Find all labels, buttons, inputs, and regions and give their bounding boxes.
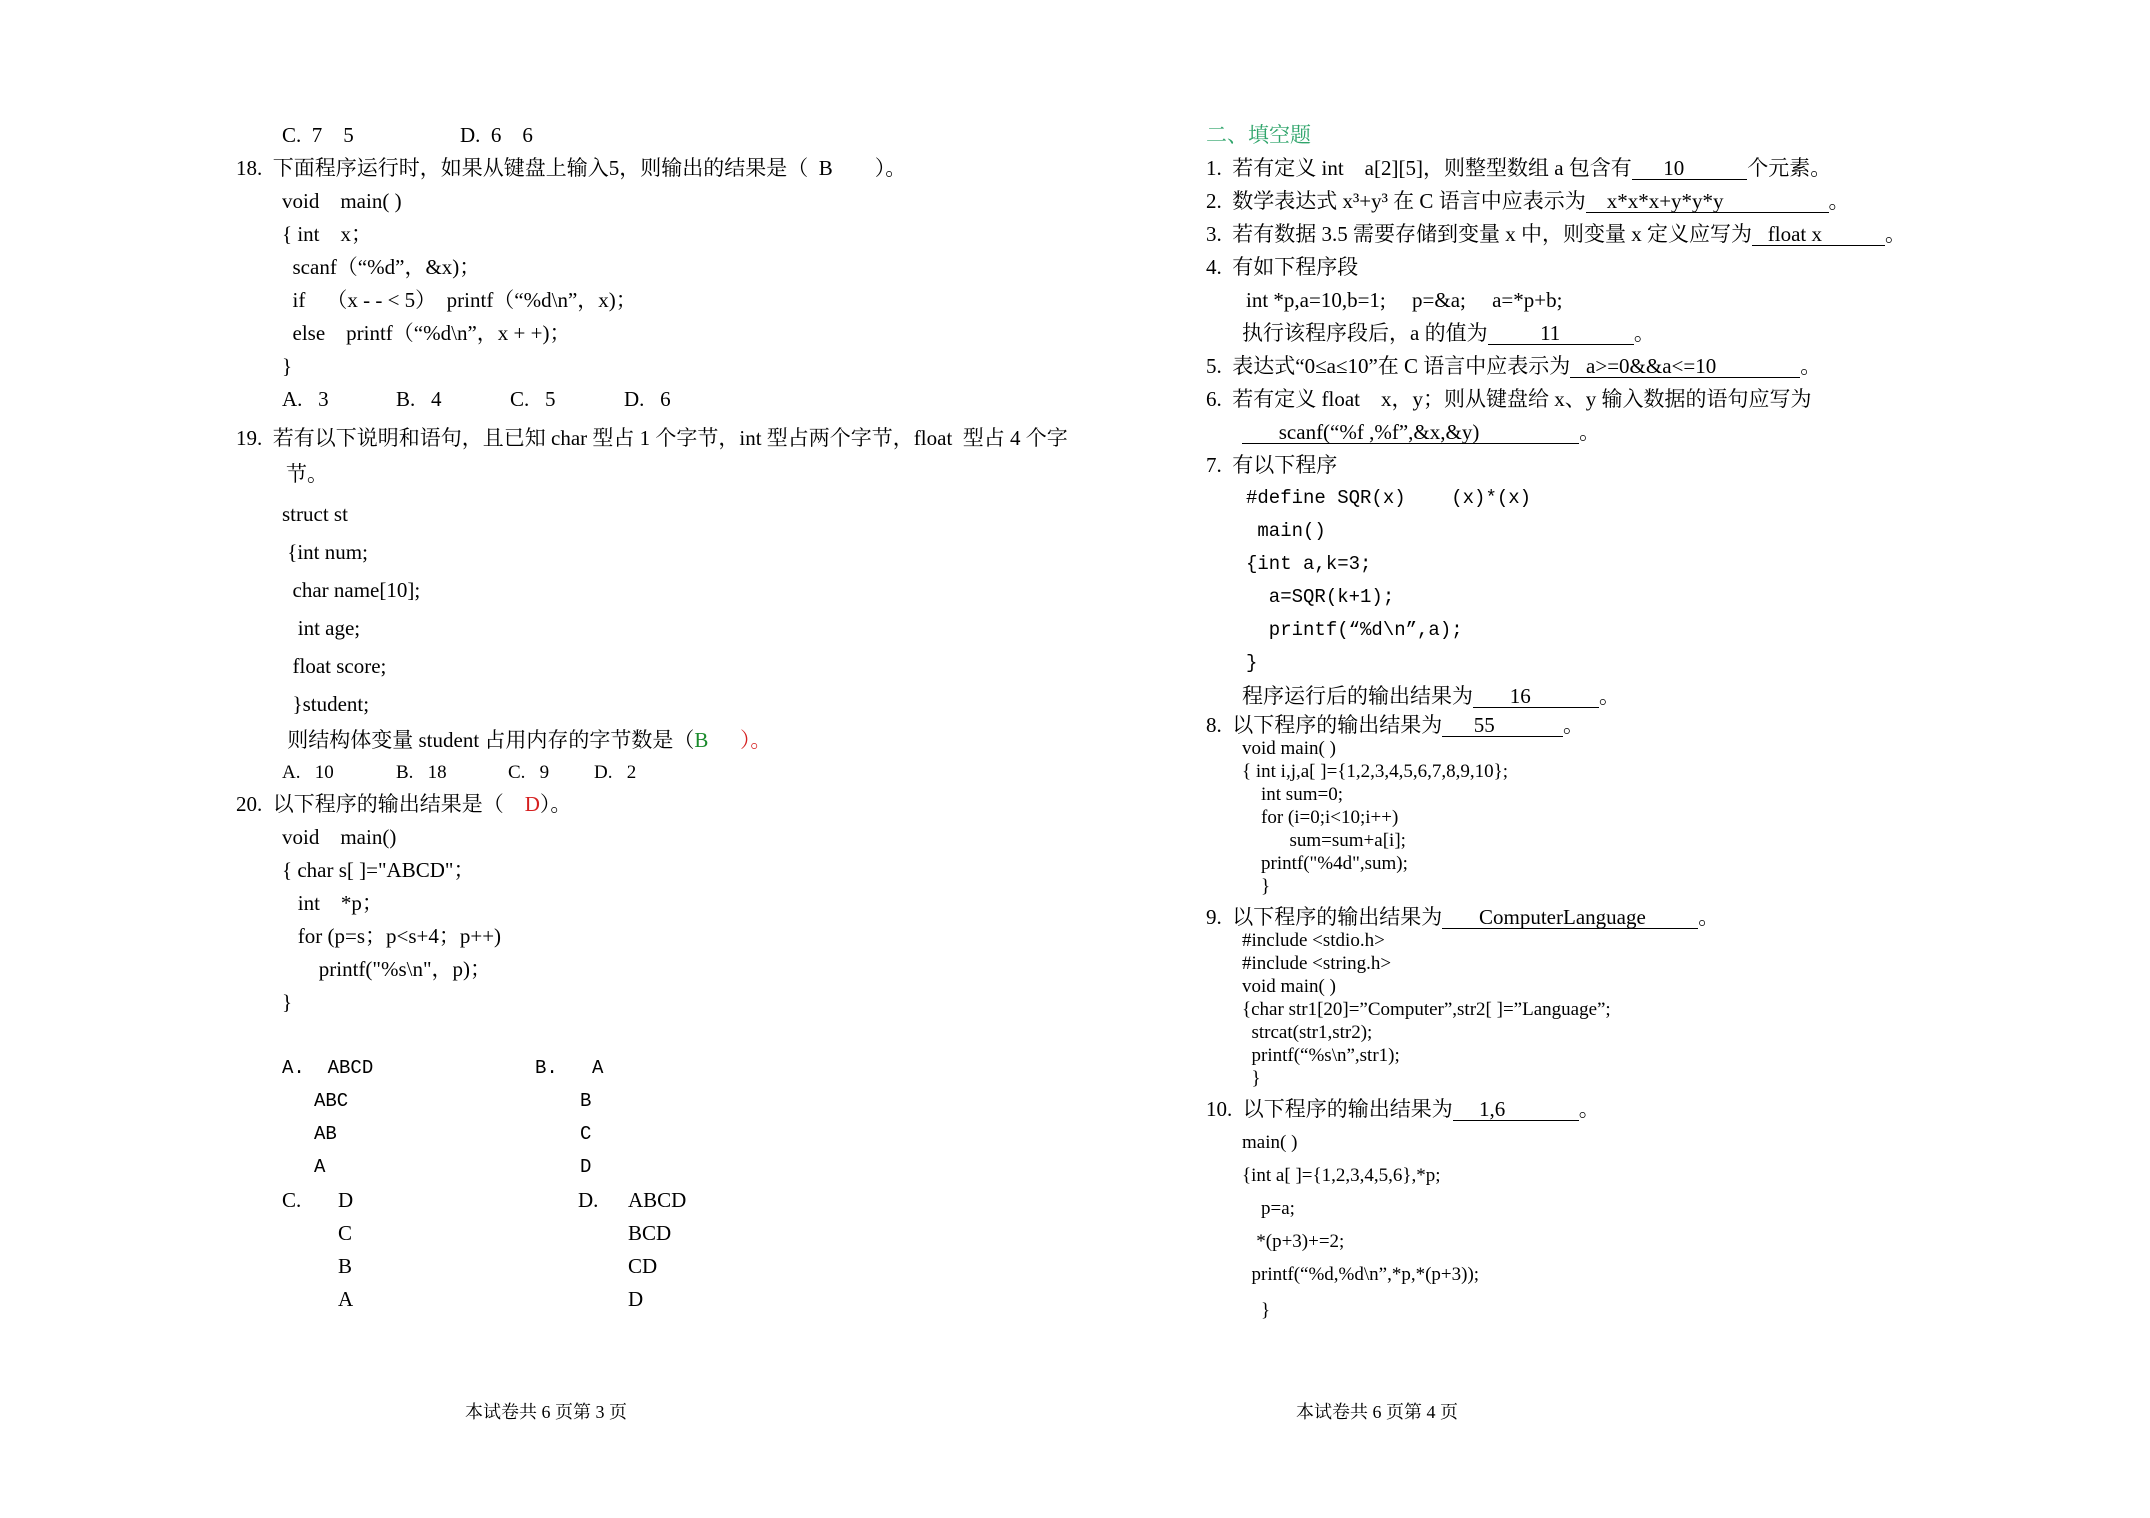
- code-line: { int i,j,a[ ]={1,2,3,4,5,6,7,8,9,10};: [1242, 761, 1509, 782]
- option-a: A. 3: [282, 387, 329, 411]
- code-line: scanf（“%d”，&x)；: [282, 255, 481, 279]
- option-c-line: C: [338, 1221, 353, 1245]
- code-line: if （x - - < 5） printf（“%d\n”，x)；: [282, 288, 637, 312]
- answer-blank: float x: [1752, 222, 1885, 246]
- code-line: }: [1242, 1300, 1271, 1321]
- answer-blank: 55: [1442, 713, 1563, 737]
- code-line: }: [282, 354, 293, 378]
- option-d: D. 2: [594, 762, 637, 783]
- code-line: void main( ): [1242, 976, 1336, 997]
- fill-q7-result: 程序运行后的输出结果为 16 。: [1242, 684, 1620, 708]
- option-d-line: CD: [628, 1254, 658, 1278]
- question-19-prompt: 则结构体变量 student 占用内存的字节数是（B ）。: [282, 728, 772, 752]
- q17-option-c: C. 7 5: [282, 123, 354, 147]
- code-line: void main( ): [1242, 738, 1336, 759]
- code-line: { int x；: [282, 222, 372, 246]
- fill-q6-answer: scanf(“%f ,%f”,&x,&y) 。: [1242, 420, 1601, 444]
- answer-blank: x*x*x+y*y*y: [1585, 189, 1829, 213]
- option-a-line: A: [314, 1156, 326, 1178]
- page-footer-right: 本试卷共 6 页第 4 页: [1296, 1402, 1458, 1422]
- code-line: { char s[ ]="ABCD"；: [282, 858, 475, 882]
- answer: D: [524, 792, 540, 816]
- code-line: }: [282, 990, 293, 1014]
- code-line: void main( ): [282, 189, 402, 213]
- answer-blank: ComputerLanguage: [1442, 905, 1699, 929]
- code-line: void main(): [282, 825, 397, 849]
- fill-q2: 2. 数学表达式 x³+y³ 在 C 语言中应表示为 x*x*x+y*y*y 。: [1206, 189, 1850, 213]
- answer-blank: 10: [1631, 156, 1748, 180]
- code-line: int *p；: [282, 891, 383, 915]
- code-line: }: [1242, 876, 1271, 897]
- answer-blank: 1,6: [1452, 1097, 1579, 1121]
- answer-blank: scanf(“%f ,%f”,&x,&y): [1242, 420, 1580, 444]
- code-line: float score;: [282, 654, 387, 678]
- answer: B: [694, 728, 709, 752]
- page-footer-left: 本试卷共 6 页第 3 页: [465, 1402, 627, 1422]
- code-line: *(p+3)+=2;: [1242, 1231, 1345, 1252]
- code-line: #include <string.h>: [1242, 953, 1392, 974]
- question-18: 18. 下面程序运行时，如果从键盘上输入5，则输出的结果是（ B ）。: [236, 156, 907, 180]
- code-line: strcat(str1,str2);: [1242, 1022, 1373, 1043]
- fill-q9: 9. 以下程序的输出结果为 ComputerLanguage 。: [1206, 905, 1720, 929]
- code-line: {char str1[20]=”Computer”,str2[ ]=”Language”;: [1242, 999, 1611, 1020]
- option-d: D. 6: [624, 387, 671, 411]
- question-20: 20. 以下程序的输出结果是（ D）。: [236, 792, 572, 816]
- fill-q5: 5. 表达式“0≤a≤10”在 C 语言中应表示为 a>=0&&a<=10 。: [1206, 354, 1822, 378]
- code-line: printf(“%d,%d\n”,*p,*(p+3));: [1242, 1264, 1480, 1285]
- fill-q4: 4. 有如下程序段: [1206, 255, 1359, 279]
- q17-option-d: D. 6 6: [460, 123, 533, 147]
- option-a-line: ABC: [314, 1090, 349, 1112]
- code-line: {int a[ ]={1,2,3,4,5,6},*p;: [1242, 1165, 1441, 1186]
- fill-q1: 1. 若有定义 int a[2][5]，则整型数组 a 包含有 10 个元素。: [1206, 156, 1832, 180]
- code-line: else printf（“%d\n”，x + +)；: [282, 321, 571, 345]
- code-line: }: [1242, 1068, 1261, 1089]
- fill-q8: 8. 以下程序的输出结果为 55 。: [1206, 713, 1584, 737]
- option-d-line: BCD: [628, 1221, 672, 1245]
- section-title: 二、填空题: [1206, 123, 1311, 147]
- option-c-line: A: [338, 1287, 354, 1311]
- option-c: C. 9: [508, 762, 550, 783]
- option-d: D.: [578, 1188, 599, 1212]
- option-a: A. ABCD: [282, 1057, 374, 1079]
- option-a-line: AB: [314, 1123, 337, 1145]
- question-number: 19.: [236, 426, 263, 450]
- answer-blank: 16: [1473, 684, 1599, 708]
- code-line: }student;: [282, 692, 370, 716]
- code-line: main(): [1246, 520, 1326, 542]
- code-line: printf(“%d\n”,a);: [1246, 619, 1463, 641]
- option-b-line: C: [580, 1123, 592, 1145]
- code-line: printf("%4d",sum);: [1242, 853, 1408, 874]
- option-a: A. 10: [282, 762, 334, 783]
- code-line: char name[10];: [282, 578, 421, 602]
- code-line: printf(“%s\n”,str1);: [1242, 1045, 1400, 1066]
- code-line: int age;: [282, 616, 361, 640]
- option-c-line: D: [338, 1188, 354, 1212]
- question-19: [236, 425, 1068, 451]
- option-b-line: D: [580, 1156, 592, 1178]
- option-b-line: B: [580, 1090, 592, 1112]
- option-b: B. 18: [396, 762, 447, 783]
- fill-q6: 6. 若有定义 float x，y；则从键盘给 x、y 输入数据的语句应写为: [1206, 387, 1812, 411]
- answer: B: [818, 156, 833, 180]
- question-text: 以下程序的输出结果是（: [272, 792, 525, 816]
- option-c: C.: [282, 1188, 302, 1212]
- code-line: struct st: [282, 502, 348, 526]
- code-line: }: [1246, 652, 1258, 674]
- fill-q7: 7. 有以下程序: [1206, 453, 1338, 477]
- code-line: {int num;: [282, 540, 368, 564]
- option-c: C. 5: [510, 387, 556, 411]
- option-b: B. 4: [396, 387, 442, 411]
- code-line: a=SQR(k+1);: [1246, 586, 1395, 608]
- code-line: #include <stdio.h>: [1242, 930, 1385, 951]
- question-number: 18.: [236, 156, 263, 180]
- code-line: printf("%s\n"，p)；: [282, 957, 492, 981]
- question-text-cont: 节。: [286, 462, 328, 486]
- code-line: {int a,k=3;: [1246, 553, 1372, 575]
- fill-q3: 3. 若有数据 3.5 需要存储到变量 x 中，则变量 x 定义应写为 float x 。: [1206, 222, 1906, 246]
- fill-q10: 10. 以下程序的输出结果为 1,6 。: [1206, 1097, 1600, 1121]
- code-line: main( ): [1242, 1132, 1298, 1153]
- answer-blank: a>=0&&a<=10: [1570, 354, 1801, 378]
- fill-q4-result: 执行该程序段后，a 的值为 11 。: [1242, 321, 1655, 345]
- question-text: 下面程序运行时，如果从键盘上输入5，则输出的结果是（: [272, 156, 819, 180]
- code-line: int sum=0;: [1242, 784, 1343, 805]
- answer-blank: 11: [1487, 321, 1634, 345]
- code-line: int *p,a=10,b=1; p=&a; a=*p+b;: [1246, 288, 1563, 312]
- code-line: p=a;: [1242, 1198, 1295, 1219]
- code-line: for (i=0;i<10;i++): [1242, 807, 1399, 828]
- question-number: 20.: [236, 792, 263, 816]
- option-c-line: B: [338, 1254, 353, 1278]
- option-d-line: ABCD: [628, 1188, 687, 1212]
- code-line: for (p=s；p<s+4；p++): [282, 924, 502, 948]
- question-text: 若有以下说明和语句，且已知 char 型占 1 个字节，int 型占两个字节，float 型占 4 个字: [272, 426, 1068, 450]
- code-line: sum=sum+a[i];: [1242, 830, 1406, 851]
- option-d-line: D: [628, 1287, 644, 1311]
- code-line: #define SQR(x) (x)*(x): [1246, 487, 1532, 509]
- option-b: B. A: [535, 1057, 604, 1079]
